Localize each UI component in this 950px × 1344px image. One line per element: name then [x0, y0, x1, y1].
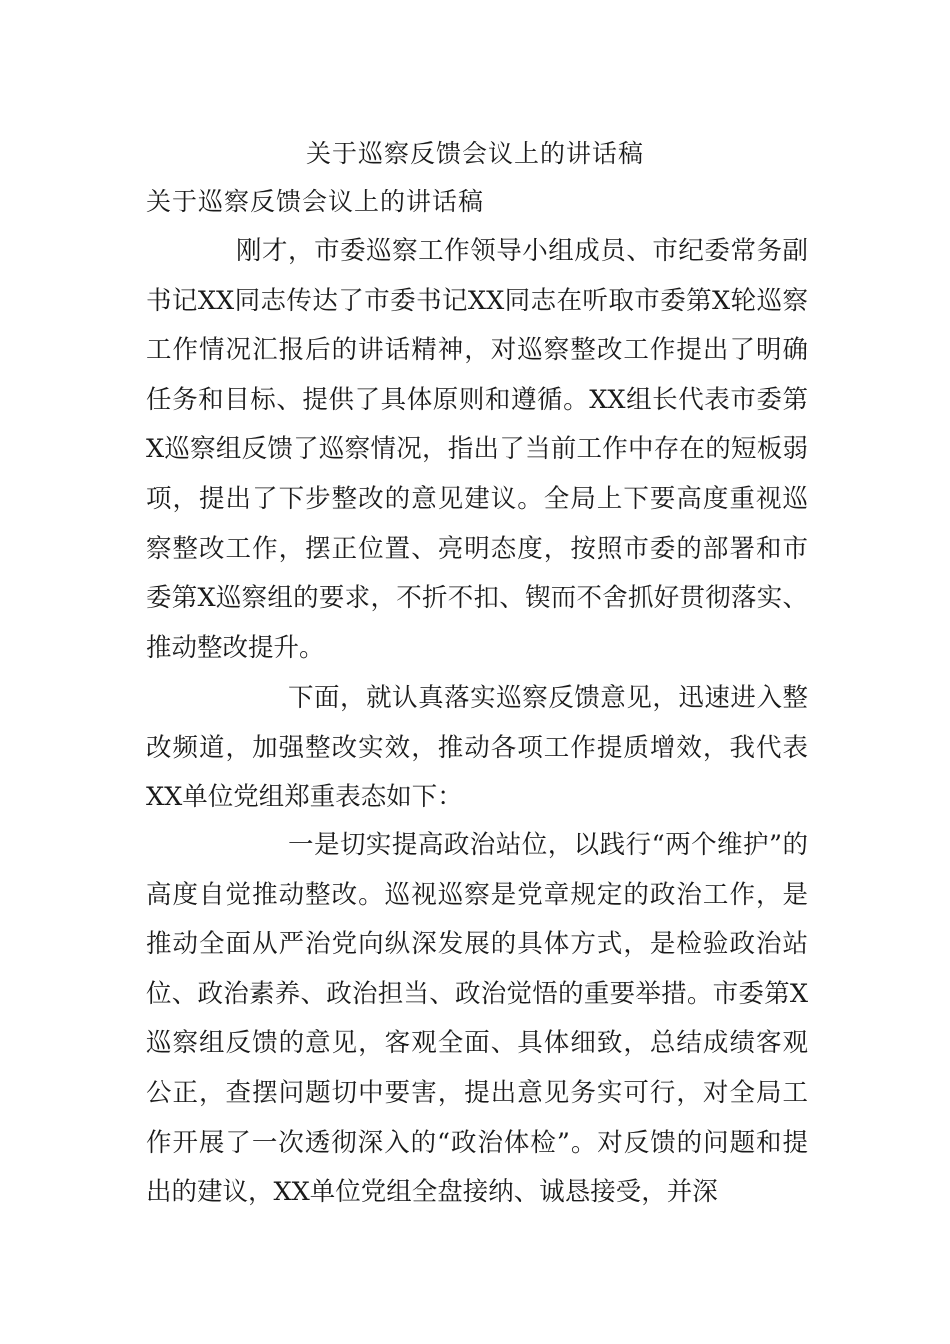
paragraph-opening: 刚才，市委巡察工作领导小组成员、市纪委常务副书记XX同志传达了市委书记XX同志在听取市委第X轮巡察工作情况汇报后的讲话精神，对巡察整改工作提出了明确任务和目标、提供了具体原则和遵循。XX组长代表市委第X巡察组反馈了巡察情况，指出了当前工作中存在的短板弱项，提出了下步整改的意见建议。全局上下要高度重视巡察整改工作，摆正位置、亮明态度，按照市委的部署和市委第X巡察组的要求，不折不扣、锲而不舍抓好贯彻落实、推动整改提升。	[146, 236, 808, 663]
paragraph-point-one: 一是切实提高政治站位，以践行“两个维护”的高度自觉推动整改。巡视巡察是党章规定的政治工作，是推动全面从严治党向纵深发展的具体方式，是检验政治站位、政治素养、政治担当、政治觉悟的重要举措。市委第X巡察组反馈的意见，客观全面、具体细致，总结成绩客观公正，查摆问题切中要害，提出意见务实可行，对全局工作开展了一次透彻深入的“政治体检”。对反馈的问题和提出的建议，XX单位党组全盘接纳、诚恳接受，并深	[146, 830, 808, 1208]
document-title: 关于巡察反馈会议上的讲话稿	[305, 139, 644, 168]
document-subtitle: 关于巡察反馈会议上的讲话稿	[146, 187, 485, 216]
paragraph-statement-intro: 下面，就认真落实巡察反馈意见，迅速进入整改频道，加强整改实效，推动各项工作提质增效，我代表XX单位党组郑重表态如下：	[146, 683, 808, 813]
